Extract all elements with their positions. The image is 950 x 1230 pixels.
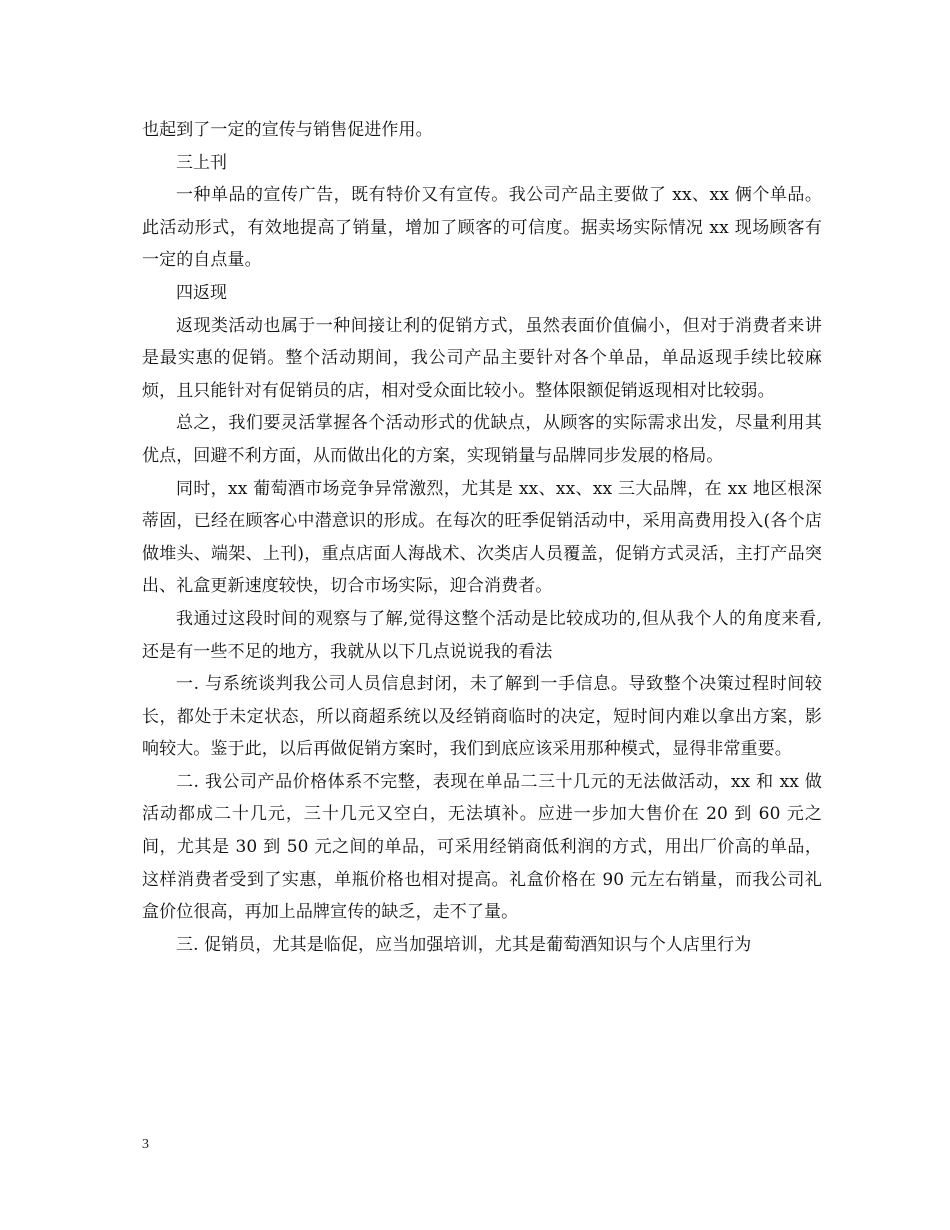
paragraph-continuation: 也起到了一定的宣传与销售促进作用。: [142, 120, 433, 140]
paragraph-summary: 总之，我们要灵活掌握各个活动形式的优缺点，从顾客的实际需求出发，尽量利用其优点，回避不利方面，从而做出化的方案，实现销量与品牌同步发展的格局。: [142, 413, 822, 466]
paragraph-shangkan: 一种单品的宣传广告，既有特价又有宣传。我公司产品主要做了 xx、xx 俩个单品。此活动形式，有效地提高了销量，增加了顾客的可信度。据卖场实际情况 xx 现场顾客有一定的自点量。: [142, 185, 822, 271]
section-heading-shangkan: 三上刊: [176, 152, 227, 173]
paragraph-observation: 我通过这段时间的观察与了解,觉得这整个活动是比较成功的,但从我个人的角度来看,还是有一些不足的地方，我就从以下几点说说我的看法: [142, 608, 822, 662]
paragraph-competition: 同时，xx 葡萄酒市场竞争异常激烈，尤其是 xx、xx、xx 三大品牌，在 xx 地区根深蒂固，已经在顾客心中潜意识的形成。在每次的旺季促销活动中，采用高费用投入(各个店做堆头、端架、上刊)，重点店面人海战术、次类店人员覆盖，促销方式灵活，主打产品突出、礼盒更新速度较快，切合市场实际，迎合消费者。: [142, 478, 822, 597]
section-heading-fanxian: 四返现: [176, 282, 227, 303]
paragraph-point-1: 一. 与系统谈判我公司人员信息封闭，未了解到一手信息。导致整个决策过程时间较长，都处于未定状态，所以商超系统以及经销商临时的决定，短时间内难以拿出方案，影响较大。鉴于此，以后再做促销方案时，我们到底应该采用那种模式，显得非常重要。: [142, 674, 822, 760]
page-number: 3: [142, 1137, 149, 1152]
page-body: [142, 114, 822, 961]
paragraph-fanxian: 返现类活动也属于一种间接让利的促销方式，虽然表面价值偏小，但对于消费者来讲是最实惠的促销。整个活动期间，我公司产品主要针对各个单品，单品返现手续比较麻烦，且只能针对有促销员的店，相对受众面比较小。整体限额促销返现相对比较弱。: [142, 315, 822, 401]
paragraph-point-2: 二. 我公司产品价格体系不完整，表现在单品二三十几元的无法做活动，xx 和 xx 做活动都成二十几元，三十几元又空白，无法填补。应进一步加大售价在 20 到 60 元之间，尤其是 30 到 50 元之间的单品，可采用经销商低利润的方式，用出厂价高的单品，这样消费者受到了实惠，单瓶价格也相对提高。礼盒价格在 90 元左右销量，而我公司礼盒价位很高，再加上品牌宣传的缺乏，走不了量。: [142, 771, 822, 923]
paragraph-point-3: 三. 促销员，尤其是临促，应当加强培训，尤其是葡萄酒知识与个人店里行为: [176, 934, 752, 955]
